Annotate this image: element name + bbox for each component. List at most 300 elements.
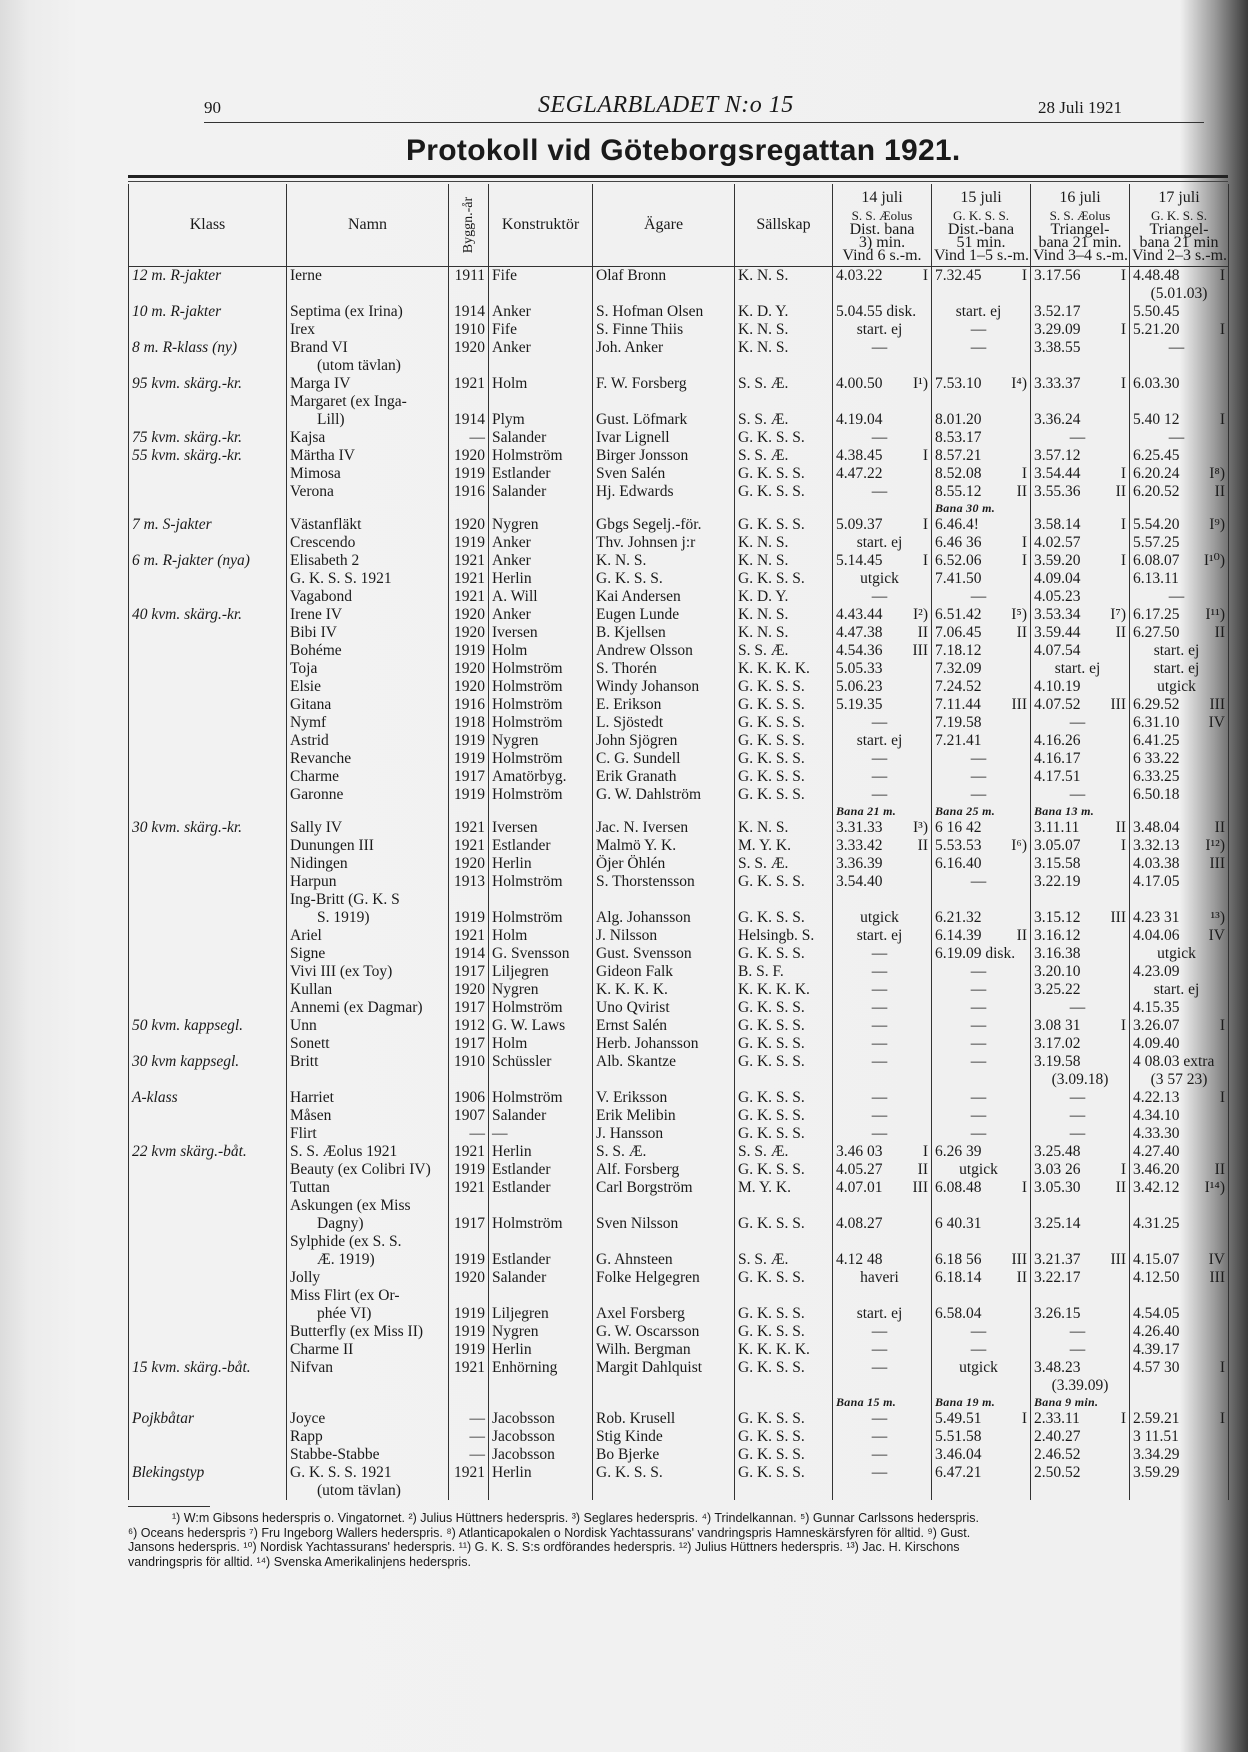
- day-time: 51 min.: [956, 234, 1006, 251]
- boat-class: 75 kvm. skärg.-kr.: [129, 429, 287, 447]
- placing: I: [1120, 465, 1126, 482]
- course-note: [1130, 1395, 1229, 1410]
- placing: II: [1214, 1161, 1225, 1178]
- finish-time: —: [871, 1341, 888, 1358]
- finish-time: —: [1069, 1323, 1086, 1340]
- course-note: Bana 21 m.: [833, 804, 932, 819]
- placing: I²): [913, 606, 928, 623]
- finish-time: —: [970, 768, 987, 785]
- result-cell: [1034, 837, 1126, 855]
- result-cell: [836, 624, 928, 642]
- finish-time: 3.03 26: [1034, 1161, 1081, 1178]
- placing: [1202, 981, 1204, 999]
- race-result: [1031, 1410, 1130, 1428]
- race-result: [1031, 909, 1130, 927]
- race-result: [1130, 678, 1229, 696]
- boat-name: Dunungen III: [287, 837, 449, 855]
- boat-name: Astrid: [287, 732, 449, 750]
- boat-name: Revanche: [287, 750, 449, 768]
- boat-name: Dagny): [287, 1215, 449, 1233]
- boat-name: Vivi III (ex Toy): [287, 963, 449, 981]
- build-year: 1911: [449, 267, 489, 286]
- result-cell: [836, 1269, 928, 1287]
- club: K. N. S.: [735, 321, 833, 339]
- race-result: [1130, 945, 1229, 963]
- boat-class: [129, 588, 287, 606]
- owner: [593, 1197, 735, 1215]
- finish-time: 7.53.10: [935, 375, 982, 392]
- finish-time: 4.07.54: [1034, 642, 1081, 659]
- placing: [1223, 750, 1225, 768]
- race-result: [932, 714, 1031, 732]
- owner: Birger Jonsson: [593, 447, 735, 465]
- race-result: [1031, 1215, 1130, 1233]
- result-cell: [1034, 732, 1126, 750]
- result-cell: [1034, 999, 1126, 1017]
- race-result: [1130, 732, 1229, 750]
- result-cell: [836, 1035, 928, 1053]
- race-result: [1130, 357, 1229, 375]
- placing: I: [922, 447, 928, 464]
- finish-time: —: [871, 1410, 888, 1427]
- owner: Joh. Anker: [593, 339, 735, 357]
- placing: [890, 1464, 892, 1482]
- designer: Nygren: [489, 1323, 593, 1341]
- club: K. N. S.: [735, 606, 833, 624]
- race-result: [1031, 1251, 1130, 1269]
- table-row: [129, 660, 1229, 678]
- club: G. K. S. S.: [735, 1428, 833, 1446]
- race-result: [932, 1161, 1031, 1179]
- placing: [989, 1053, 991, 1071]
- race-result: [1031, 642, 1130, 660]
- race-result: [1031, 732, 1130, 750]
- build-year: 1921: [449, 927, 489, 945]
- build-year: 1920: [449, 606, 489, 624]
- boat-class: [129, 393, 287, 411]
- owner: Gbgs Segelj.-för.: [593, 516, 735, 534]
- race-result: [1130, 321, 1229, 339]
- race-result: [1031, 1017, 1130, 1035]
- table-row: [129, 873, 1229, 891]
- build-year: 1919: [449, 465, 489, 483]
- footnote-line: Jansons hederspris. ¹⁰) Nordisk Yachtassurans' hederspris. ¹¹) G. K. S. S:s ordförandes hederspris. ¹²) Julius Hüttners hederspris. ¹³) Jac. H. Kirschons: [128, 1540, 960, 1554]
- finish-time: —: [970, 1053, 987, 1070]
- build-year: 1920: [449, 1269, 489, 1287]
- empty-cell: [593, 1071, 735, 1089]
- race-result: [833, 447, 932, 465]
- race-result: [932, 873, 1031, 891]
- placing: [1223, 768, 1225, 786]
- owner: Alg. Johansson: [593, 909, 735, 927]
- placing: IV: [1208, 714, 1225, 731]
- result-cell: [1034, 1035, 1126, 1053]
- race-result: [1031, 891, 1130, 909]
- finish-time: haveri: [860, 1269, 899, 1286]
- boat-class: [129, 465, 287, 483]
- finish-time: 3.33.42: [836, 837, 883, 854]
- empty-cell: [735, 1071, 833, 1089]
- finish-time: 3.19.58: [1034, 1053, 1081, 1070]
- table-row: [129, 1359, 1229, 1377]
- finish-time: utgick: [1157, 945, 1196, 962]
- build-year: 1917: [449, 999, 489, 1017]
- placing: II: [1214, 819, 1225, 836]
- finish-time: 5.40 12: [1133, 411, 1180, 428]
- result-cell: [836, 642, 928, 660]
- course-note: Bana 25 m.: [932, 804, 1031, 819]
- boat-name: Lill): [287, 411, 449, 429]
- placing: [1223, 1125, 1225, 1143]
- race-result: [932, 1035, 1031, 1053]
- placing: [890, 1359, 892, 1377]
- finish-time: 6.18.14: [935, 1269, 982, 1286]
- race-result: [1031, 588, 1130, 606]
- table-row: [129, 1035, 1229, 1053]
- placing: [1223, 1107, 1225, 1125]
- owner: B. Kjellsen: [593, 624, 735, 642]
- finish-time: —: [871, 1053, 888, 1070]
- race-result: [1031, 393, 1130, 411]
- owner: L. Sjöstedt: [593, 714, 735, 732]
- finish-time: 4.05.27: [836, 1161, 883, 1178]
- finish-time: —: [970, 1089, 987, 1106]
- race-result: [1031, 267, 1130, 286]
- designer: Herlin: [489, 855, 593, 873]
- placing: [1124, 1053, 1126, 1071]
- table-row: [129, 981, 1229, 999]
- placing: [1088, 786, 1090, 804]
- result-cell: [1034, 1341, 1126, 1359]
- finish-time: 6.33.25: [1133, 768, 1180, 785]
- boat-name: Måsen: [287, 1107, 449, 1125]
- page-number: 90: [204, 98, 221, 117]
- finish-time: —: [871, 714, 888, 731]
- race-result: [1130, 1323, 1229, 1341]
- boat-class: [129, 1341, 287, 1359]
- finish-time: 3.53.34: [1034, 606, 1081, 623]
- boat-name: Jolly: [287, 1269, 449, 1287]
- finish-time: 3.26.15: [1034, 1305, 1081, 1322]
- result-cell: [1133, 1179, 1225, 1197]
- club: G. K. S. S.: [735, 1359, 833, 1377]
- placing: [1025, 1215, 1027, 1233]
- finish-time: 4.16.17: [1034, 750, 1081, 767]
- finish-time: —: [1168, 339, 1185, 356]
- owner: Bo Bjerke: [593, 1446, 735, 1464]
- result-cell: [836, 1089, 928, 1107]
- placing: [1004, 303, 1006, 321]
- course-note-row: [129, 501, 1229, 516]
- build-year: 1914: [449, 411, 489, 429]
- placing: I: [1120, 837, 1126, 854]
- boat-name: Æ. 1919): [287, 1251, 449, 1269]
- finish-time: 3.20.10: [1034, 963, 1081, 980]
- finish-time: 3.54.40: [836, 873, 883, 890]
- designer: [489, 1197, 593, 1215]
- club: [735, 1287, 833, 1305]
- boat-name: Ierne: [287, 267, 449, 286]
- race-result: [1031, 1233, 1130, 1251]
- course-note: [1130, 804, 1229, 819]
- owner: Stig Kinde: [593, 1428, 735, 1446]
- placing: [1202, 642, 1204, 660]
- boat-name: Sylphide (ex S. S.: [287, 1233, 449, 1251]
- extra-time-row: [129, 285, 1229, 303]
- race-result: [1130, 819, 1229, 837]
- designer: Holmström: [489, 786, 593, 804]
- finish-time: 4.19.04: [836, 411, 883, 428]
- boat-class: 30 kvm. skärg.-kr.: [129, 819, 287, 837]
- finish-time: 4.57 30: [1133, 1359, 1180, 1376]
- placing: [1223, 1053, 1225, 1071]
- boat-class: [129, 1287, 287, 1305]
- result-cell: [1133, 624, 1225, 642]
- designer: Salander: [489, 1269, 593, 1287]
- owner: Herb. Johansson: [593, 1035, 735, 1053]
- race-result: [932, 357, 1031, 375]
- finish-time: 4.23 31: [1133, 909, 1180, 926]
- race-result: [932, 678, 1031, 696]
- course-note: Bana 9 min.: [1031, 1395, 1130, 1410]
- designer: Holmström: [489, 909, 593, 927]
- designer: Herlin: [489, 1143, 593, 1161]
- club: K. N. S.: [735, 819, 833, 837]
- designer: [489, 1287, 593, 1305]
- result-cell: [836, 1323, 928, 1341]
- placing: [926, 660, 928, 678]
- result-cell: [935, 819, 1027, 837]
- placing: [1025, 909, 1027, 927]
- result-cell: [1133, 927, 1225, 945]
- finish-time: 6.19.09 disk.: [935, 945, 1016, 962]
- result-cell: [935, 534, 1027, 552]
- placing: I: [1120, 516, 1126, 533]
- owner: Sven Nilsson: [593, 1215, 735, 1233]
- finish-time: 5.21.20: [1133, 321, 1180, 338]
- owner: S. Thorén: [593, 660, 735, 678]
- result-cell: [1133, 375, 1225, 393]
- race-result: [1130, 1215, 1229, 1233]
- result-cell: [1034, 642, 1126, 660]
- build-year: 1919: [449, 1161, 489, 1179]
- day-course: Triangel-: [1050, 221, 1110, 238]
- result-cell: [836, 873, 928, 891]
- placing: [890, 588, 892, 606]
- empty-cell: [449, 804, 489, 819]
- placing: [926, 465, 928, 483]
- race-result: [1031, 570, 1130, 588]
- placing: I: [922, 267, 928, 284]
- table-row: [129, 786, 1229, 804]
- placing: [905, 927, 907, 945]
- finish-time: 5.09.37: [836, 516, 883, 533]
- race-result: [932, 1017, 1031, 1035]
- finish-time: 7.06.45: [935, 624, 982, 641]
- finish-time: 3.36.39: [836, 855, 883, 872]
- placing: [989, 321, 991, 339]
- club: G. K. S. S.: [735, 1035, 833, 1053]
- finish-time: 4.03.38: [1133, 855, 1180, 872]
- designer: Nygren: [489, 732, 593, 750]
- race-result: [932, 1233, 1031, 1251]
- placing: [1124, 303, 1126, 321]
- build-year: 1921: [449, 570, 489, 588]
- result-cell: [1034, 1179, 1126, 1197]
- race-result: [833, 1359, 932, 1377]
- race-result: [833, 1305, 932, 1323]
- empty-cell: [287, 285, 449, 303]
- build-year: 1921: [449, 1464, 489, 1482]
- boat-class: 40 kvm. skärg.-kr.: [129, 606, 287, 624]
- race-result: [1130, 303, 1229, 321]
- placing: [1187, 339, 1189, 357]
- build-year: [449, 891, 489, 909]
- extra-time-row: [129, 1071, 1229, 1089]
- race-result: [932, 1446, 1031, 1464]
- placing: [1124, 945, 1126, 963]
- result-cell: [1034, 945, 1126, 963]
- boat-name: Miss Flirt (ex Or-: [287, 1287, 449, 1305]
- designer: Fife: [489, 321, 593, 339]
- race-result: [1130, 927, 1229, 945]
- owner: G. K. S. S.: [593, 1464, 735, 1482]
- table-row: [129, 750, 1229, 768]
- result-cell: [1034, 1410, 1126, 1428]
- race-result: [932, 945, 1031, 963]
- finish-time: —: [871, 1446, 888, 1463]
- placing: I⁵): [1011, 606, 1027, 623]
- finish-time: 4 08.03 extra: [1133, 1053, 1215, 1070]
- result-cell: [1034, 819, 1126, 837]
- club: G. K. S. S.: [735, 1089, 833, 1107]
- results-body: [129, 267, 1229, 1501]
- owner: Malmö Y. K.: [593, 837, 735, 855]
- designer: Anker: [489, 303, 593, 321]
- club: [735, 1233, 833, 1251]
- finish-time: 3.29.09: [1034, 321, 1081, 338]
- title-rule: [128, 181, 1228, 182]
- finish-time: 3.31.33: [836, 819, 883, 836]
- finish-time: 4.47.22: [836, 465, 883, 482]
- club: K. K. K. K.: [735, 981, 833, 999]
- finish-time: —: [1069, 1341, 1086, 1358]
- placing: II: [1016, 483, 1027, 500]
- result-cell: [836, 1428, 928, 1446]
- empty-cell: [735, 1395, 833, 1410]
- finish-time: —: [1069, 714, 1086, 731]
- owner: Gideon Falk: [593, 963, 735, 981]
- owner: F. W. Forsberg: [593, 375, 735, 393]
- designer: —: [489, 1125, 593, 1143]
- boat-name: Ing-Britt (G. K. S: [287, 891, 449, 909]
- table-row: [129, 1446, 1229, 1464]
- result-cell: [935, 465, 1027, 483]
- placing: [1025, 642, 1027, 660]
- placing: [1124, 642, 1126, 660]
- result-cell: [935, 1053, 1027, 1071]
- designer: Holmström: [489, 1215, 593, 1233]
- result-cell: [1034, 465, 1126, 483]
- result-cell: [1133, 837, 1225, 855]
- race-result: [1130, 1464, 1229, 1482]
- club: [735, 891, 833, 909]
- result-cell: [836, 927, 928, 945]
- placing: I³): [913, 819, 928, 836]
- result-cell: [1034, 606, 1126, 624]
- designer: Holmström: [489, 696, 593, 714]
- race-result: [833, 945, 932, 963]
- race-result: [932, 1053, 1031, 1071]
- finish-time: —: [970, 1323, 987, 1340]
- club: K. N. S.: [735, 339, 833, 357]
- result-cell: [1133, 786, 1225, 804]
- boat-class: [129, 1215, 287, 1233]
- empty-cell: [287, 1395, 449, 1410]
- result-cell: [935, 1143, 1027, 1161]
- race-result: [833, 588, 932, 606]
- placing: [1202, 660, 1204, 678]
- club: G. K. S. S.: [735, 909, 833, 927]
- empty-cell: [593, 804, 735, 819]
- finish-time: utgick: [1157, 678, 1196, 695]
- placing: [1223, 1143, 1225, 1161]
- build-year: 1914: [449, 303, 489, 321]
- finish-time: —: [970, 750, 987, 767]
- finish-time: 3.17.02: [1034, 1035, 1081, 1052]
- finish-time: 3.59.44: [1034, 624, 1081, 641]
- finish-time: 6.13.11: [1133, 570, 1179, 587]
- race-result: [1130, 891, 1229, 909]
- placing: [989, 1089, 991, 1107]
- table-row: [129, 1143, 1229, 1161]
- result-cell: [1034, 1359, 1126, 1377]
- race-result: [1031, 1464, 1130, 1482]
- boat-name: Verona: [287, 483, 449, 501]
- build-year: 1921: [449, 819, 489, 837]
- race-result: [833, 714, 932, 732]
- placing: II: [1214, 624, 1225, 641]
- result-cell: [1034, 855, 1126, 873]
- finish-time: 4.05.23: [1034, 588, 1081, 605]
- placing: I⁶): [1011, 837, 1027, 854]
- boat-name: Charme: [287, 768, 449, 786]
- finish-time: 3.05.07: [1034, 837, 1081, 854]
- race-result: [1130, 642, 1229, 660]
- race-result: [833, 1179, 932, 1197]
- race-result: [932, 732, 1031, 750]
- build-year: 1910: [449, 1053, 489, 1071]
- owner: S. Hofman Olsen: [593, 303, 735, 321]
- race-result: [932, 624, 1031, 642]
- boat-name: Crescendo: [287, 534, 449, 552]
- placing: [1088, 429, 1090, 447]
- designer: Herlin: [489, 1464, 593, 1482]
- build-year: 1912: [449, 1017, 489, 1035]
- race-result: [1031, 873, 1130, 891]
- boat-class: [129, 678, 287, 696]
- result-cell: [836, 375, 928, 393]
- finish-time: 7.21.41: [935, 732, 982, 749]
- race-result: [1130, 714, 1229, 732]
- race-result: [833, 516, 932, 534]
- race-result: [932, 642, 1031, 660]
- race-result: [1031, 1143, 1130, 1161]
- placing: [1124, 981, 1126, 999]
- placing: [1199, 678, 1201, 696]
- club: G. K. S. S.: [735, 516, 833, 534]
- boat-class: [129, 624, 287, 642]
